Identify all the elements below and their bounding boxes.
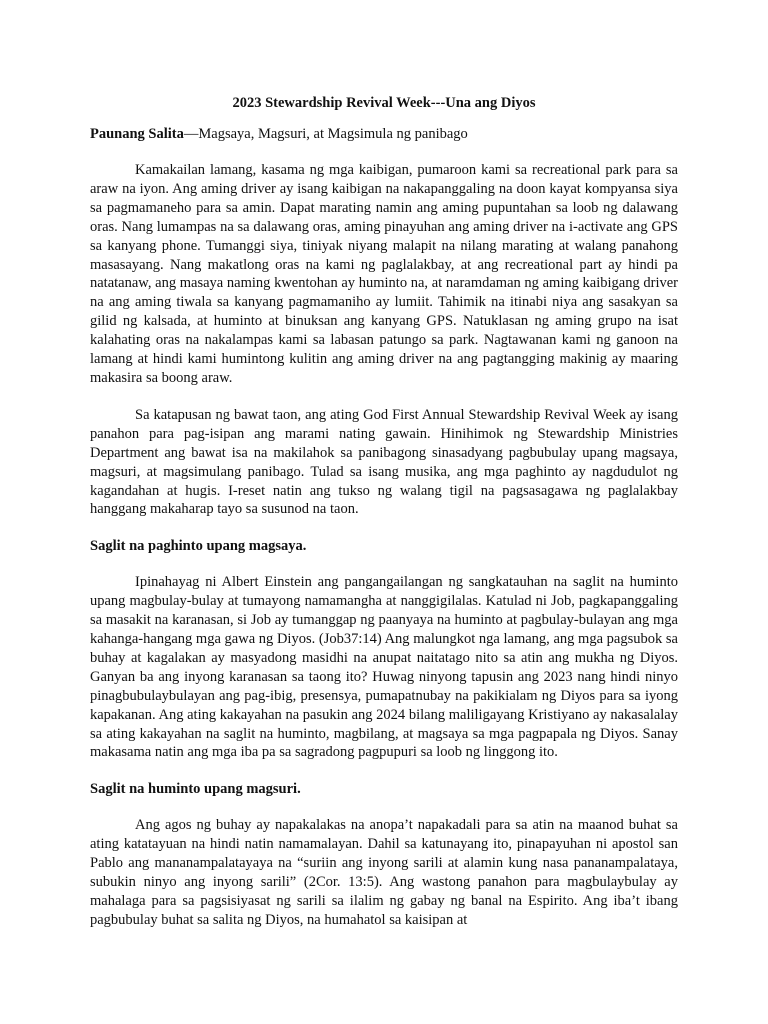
section-paragraph-magsaya: Ipinahayag ni Albert Einstein ang pangangailangan ng sangkatauhan na saglit na huminto upang magbulay-bulay at tumayong namamangha at nanggigilalas. Katulad ni Job, pagkapanggaling sa masakit na karanasan, si Job ay tumanggap ng paanyaya na huminto at pagbulay-bulayan ang mga kahanga-hangang mga gawa ng Diyos. (Job37:14) Ang malungkot nga lamang, ang mga pagsubok sa buhay at kagalakan ay masyadong masidhi na anupat naitatago nito sa atin ang mukha ng Diyos. Ganyan ba ang inyong karanasan sa taong ito? Huwag ninyong tapusin ang 2023 nang hindi ninyo pinagbubulaybulayan ang pag-ibig, presensya, pumapatnubay na pakikialam ng Diyos para sa iyong kapakanan. Ang ating kakayahan na pasukin ang 2024 bilang maliligayang Kristiyano ay nakasalalay sa ating kakayahan na saglit na huminto, magbilang, at magsaya sa mga pagpapala ng Diyos. Sanay makasama natin ang mga iba pa sa sagradong pagpupuri sa loob ng linggong ito. (90, 574, 678, 761)
document-title: 2023 Stewardship Revival Week---Una ang Diyos (232, 95, 536, 111)
subtitle-line (90, 125, 678, 143)
section-heading-magsuri: Saglit na huminto upang magsuri. (90, 781, 301, 798)
section-paragraph-magsuri: Ang agos ng buhay ay napakalakas na anopa’t napakadali para sa atin na maanod buhat sa ating katatayuan na hindi natin namamalayan. Dahil sa katunayang ito, pinapayuhan ni apostol san Pablo ang mananampalatayaya na “suriin ang inyong sarili at alamin kung nasa pananampalataya, subukin ninyo ang inyong sarili” (2Cor. 13:5). Ang wastong panahon para magbulaybulay ay mahalaga para sa pagsisiyasat ng sarili sa ilalim ng gabay ng banal na Espirito. Ang iba’t ibang pagbubulay buhat sa salita ng Diyos, na humahatol sa kaisipan at (90, 817, 678, 928)
intro-paragraph-2: Sa katapusan ng bawat taon, ang ating God First Annual Stewardship Revival Week ay isang panahon para pag-isipan ang marami nating gawain. Hinihimok ng Stewardship Ministries Department ang bawat isa na makilahok sa panibagong sinasadyang pagbubulay upang magsaya, magsuri, at magsimulang panibago. Tulad sa isang musika, ang mga paghinto ay nagdudulot ng kagandahan at hugis. I-reset natin ang tukso ng walang tigil na pagsasagawa ng paglalakbay hanggang makaharap tayo sa susunod na taon. (90, 406, 678, 518)
section-heading-magsaya: Saglit na paghinto upang magsaya. (90, 538, 307, 555)
intro-paragraph-1: Kamakailan lamang, kasama ng mga kaibigan, pumaroon kami sa recreational park para sa araw na iyon. Ang aming driver ay isang kaibigan na nakapanggaling na doon kayat kompyansa siya sa pagmamaneho para sa amin. Dapat marating namin ang aming pupuntahan sa loob ng dalawang oras. Nang lumampas na sa dalawang oras, aming pinayuhan ang aming driver na i-activate ang GPS sa kanyang phone. Tumanggi siya, tiniyak niyang malapit na nilang marating at walang panahong masasayang. Nang makatlong oras na kami ng paglalakbay, at ang recreational part ay hindi pa natatanaw, ang masaya naming kwentohan ay huminto na, at naramdaman ng aming kaibigang driver na ang aming tiwala sa kanyang pagmamaniho ay lumiit. Tahimik na itinabi niya ang sasakyan sa gilid ng kalsada, at huminto at binuksan ang kanyang GPS. Natuklasan ng aming grupo na isat kalahating oras na nakalampas kami sa labasan patungo sa park. Nagtawanan kami ng ganoon na lamang at hindi kami humintong kulitin ang aming driver na ang pagtangging makinig ay maaring makasira sa boong araw. (90, 162, 678, 386)
subtitle-text: —Magsaya, Magsuri, at Magsimula ng panibago (183, 126, 468, 142)
subtitle-label: Paunang Salita (90, 126, 184, 142)
